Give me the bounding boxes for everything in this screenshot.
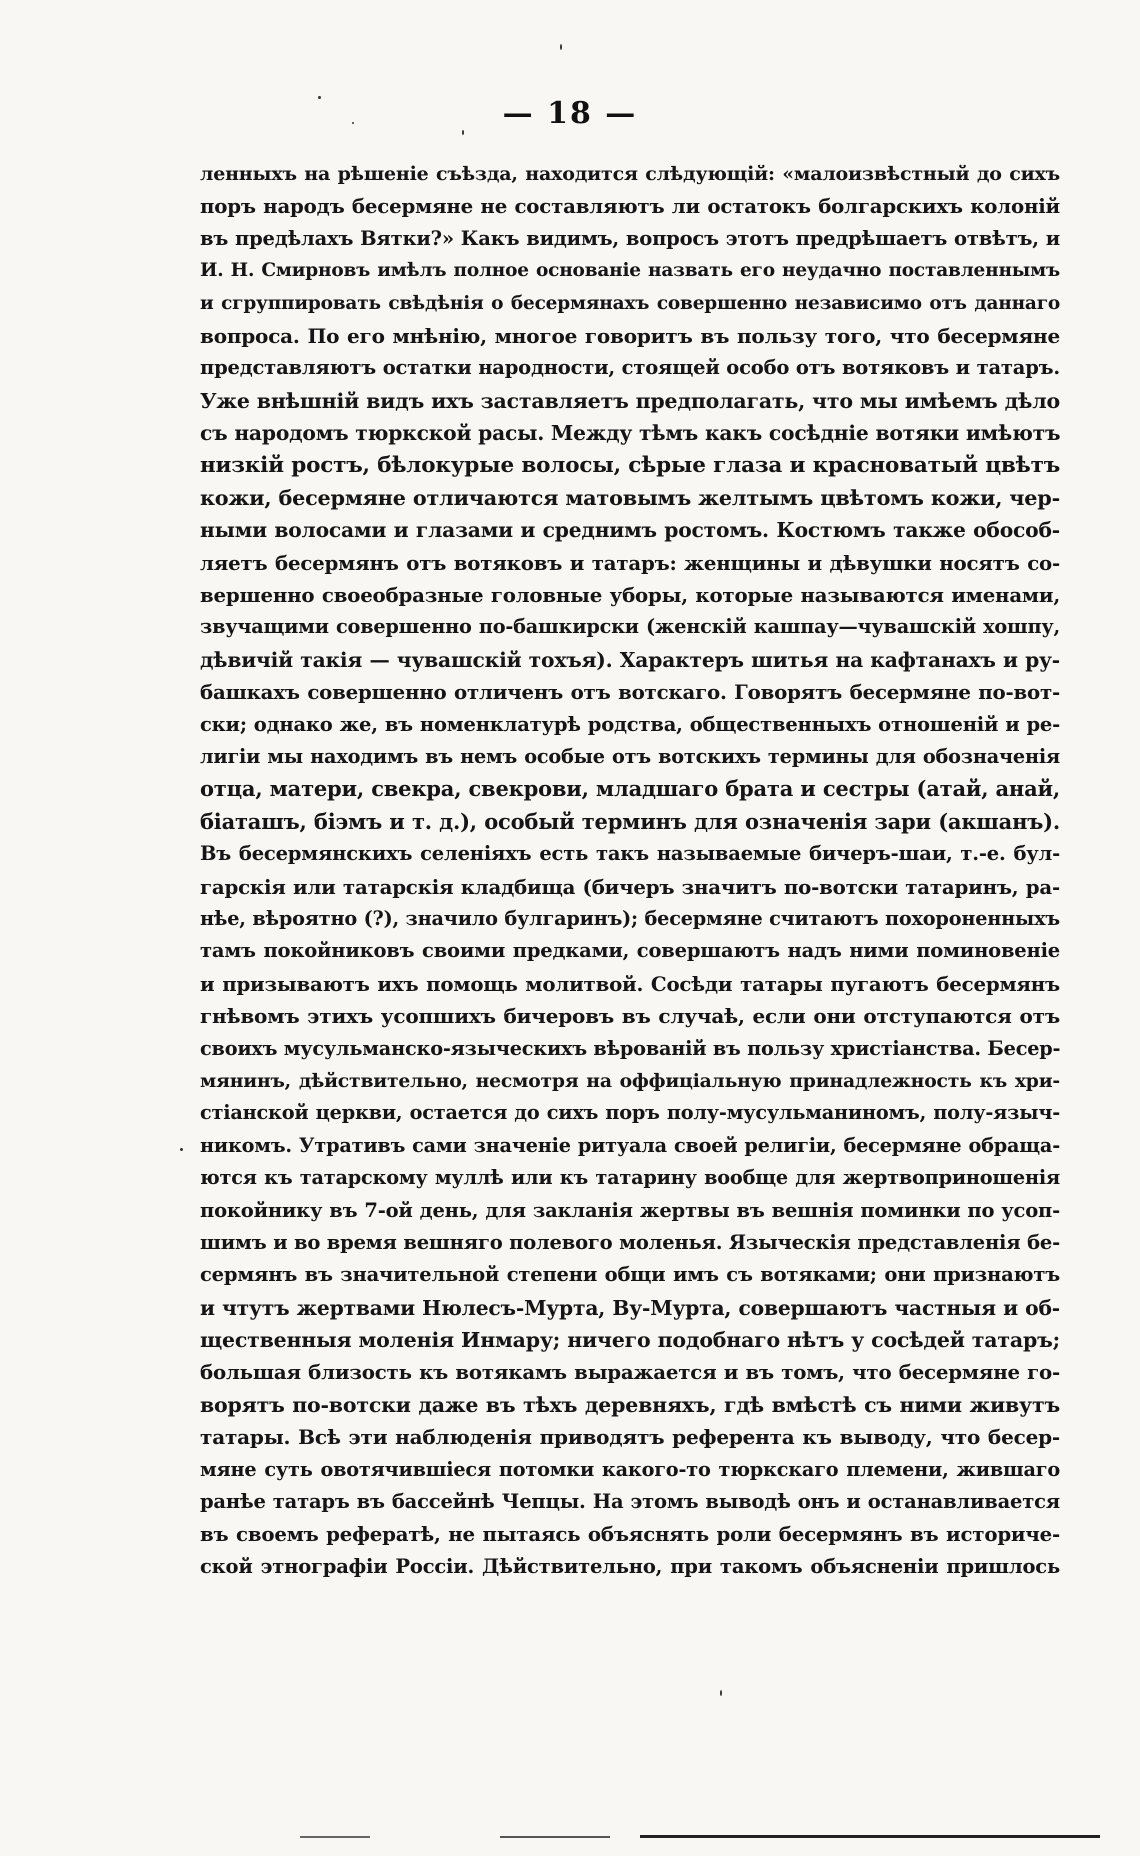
text-line: никомъ. Утративъ сами значеніе ритуала своей религіи, бесермяне обраща- (200, 1133, 1060, 1157)
text-line: въ предѣлахъ Вятки?» Какъ видимъ, вопросъ этотъ предрѣшаетъ отвѣтъ, и (200, 226, 1060, 250)
text-line: щественныя моленія Инмару; ничего подобнаго нѣтъ у сосѣдей татаръ; (200, 1328, 1060, 1353)
text-line: ской этнографіи Россіи. Дѣйствительно, при такомъ объясненіи пришлось (200, 1554, 1060, 1578)
text-line: шимъ и во время вешняго полевого моленья. Языческія представленія бе- (200, 1230, 1060, 1254)
bottom-edge-rule (500, 1836, 610, 1838)
text-line: ляетъ бесермянъ отъ вотяковъ и татаръ: женщины и дѣвушки носятъ со- (200, 550, 1060, 575)
text-line: Въ бесермянскихъ селеніяхъ есть такъ называемые бичеръ-шаи, т.-е. бул- (200, 842, 1060, 866)
text-line: и сгруппировать свѣдѣнія о бесермянахъ совершенно независимо отъ даннаго (200, 292, 1060, 314)
scan-speck (352, 122, 354, 124)
text-line: вершенно своеобразные головные уборы, которые называются именами, (200, 583, 1060, 608)
text-line: ски; однако же, въ номенклатурѣ родства, общественныхъ отношеній и ре- (200, 712, 1060, 736)
text-line: низкій ростъ, бѣлокурые волосы, сѣрые глаза и красноватый цвѣтъ (200, 452, 1060, 478)
bottom-edge-rule (640, 1835, 1100, 1838)
text-line: мяне суть овотячившіеся потомки какого-то тюркскаго племени, жившаго (200, 1457, 1060, 1481)
text-line: мянинъ, дѣйствительно, несмотря на оффиціальную принадлежность къ хри- (200, 1069, 1060, 1092)
text-line: Уже внѣшній видъ ихъ заставляетъ предполагать, что мы имѣемъ дѣло (200, 388, 1060, 413)
text-line: ленныхъ на рѣшеніе съѣзда, находится слѣдующій: «малоизвѣстный до сихъ (200, 163, 1060, 185)
text-line: гарскія или татарскія кладбища (бичеръ значитъ по-вотски татаринъ, ра- (200, 874, 1060, 899)
bottom-edge-rule (300, 1836, 370, 1838)
scan-speck (462, 130, 464, 135)
text-line: тамъ покойниковъ своими предками, совершаютъ надъ ними поминовеніе (200, 939, 1060, 963)
text-line: біаташъ, біэмъ и т. д.), особый терминъ для означенія зари (акшанъ). (200, 808, 1060, 834)
text-line: покойнику въ 7-ой день, для закланія жертвы въ вешнія поминки по усоп- (200, 1198, 1060, 1222)
text-line: вопроса. По его мнѣнію, многое говоритъ въ пользу того, что бесермяне (200, 323, 1060, 348)
scan-speck (720, 1690, 722, 1696)
text-line: нѣе, вѣроятно (?), значило булгаринъ); бесермяне считаютъ похороненныхъ (200, 906, 1060, 930)
text-line: поръ народъ бесермяне не составляютъ ли остатокъ болгарскихъ колоній (200, 194, 1060, 219)
scan-speck (318, 96, 321, 99)
text-line: ются къ татарскому муллѣ или къ татарину вообще для жертвоприношенія (200, 1166, 1060, 1190)
text-line: въ своемъ рефератѣ, не пытаясь объяснять роли бесермянъ въ историче- (200, 1522, 1060, 1547)
text-line: башкахъ совершенно отличенъ отъ вотскаго. Говорятъ бесермяне по-вот- (200, 680, 1060, 705)
text-line: своихъ мусульманско-языческихъ вѣрованій въ пользу христіанства. Бесер- (200, 1036, 1061, 1060)
text-line: татары. Всѣ эти наблюденія приводятъ референта къ выводу, что бесер- (200, 1425, 1060, 1450)
text-line: представляютъ остатки народности, стоящей особо отъ вотяковъ и татаръ. (200, 356, 1060, 380)
text-line: стіанской церкви, остается до сихъ поръ полу-мусульманиномъ, полу-языч- (200, 1101, 1060, 1125)
text-line: ворятъ по-вотски даже въ тѣхъ деревняхъ, гдѣ вмѣстѣ съ ними живутъ (200, 1392, 1060, 1417)
text-line: дѣвичій такія — чувашскій тохъя). Характеръ шитья на кафтанахъ и ру- (200, 647, 1060, 672)
text-line: большая близость къ вотякамъ выражается и въ томъ, что бесермяне го- (200, 1360, 1060, 1385)
text-line: гнѣвомъ этихъ усопшихъ бичеровъ въ случаѣ, если они отступаются отъ (200, 1004, 1060, 1029)
body-text (200, 158, 1060, 1583)
text-line: и призываютъ ихъ помощь молитвой. Сосѣди татары пугаютъ бесермянъ (200, 971, 1060, 996)
text-line: отца, матери, свекра, свекрови, младшаго брата и сестры (атай, анай, (200, 776, 1060, 802)
scan-speck (560, 44, 562, 50)
text-line: кожи, бесермяне отличаются матовымъ желтымъ цвѣтомъ кожи, чер- (200, 485, 1060, 510)
text-line: И. Н. Смирновъ имѣлъ полное основаніе назвать его неудачно поставленнымъ (200, 260, 1060, 282)
scan-speck (180, 1148, 183, 1151)
text-line: ранѣе татаръ въ бассейнѣ Чепцы. На этомъ выводѣ онъ и останавливается (200, 1490, 1060, 1514)
text-line: сермянъ въ значительной степени общи имъ съ вотяками; они признаютъ (200, 1263, 1060, 1287)
text-line: и чтутъ жертвами Нюлесъ-Мурта, Ву-Мурта, совершаютъ частныя и об- (200, 1295, 1060, 1320)
text-line: съ народомъ тюркской расы. Между тѣмъ какъ сосѣдніе вотяки имѣютъ (200, 421, 1061, 446)
text-line: звучащими совершенно по-башкирски (женскій кашпау—чувашскій хошпу, (200, 615, 1060, 639)
page-number: — 18 — (502, 96, 638, 131)
text-line: ными волосами и глазами и среднимъ ростомъ. Костюмъ также обособ- (200, 518, 1060, 543)
text-line: лигіи мы находимъ въ немъ особые отъ вотскихъ термины для обозначенія (200, 745, 1060, 769)
